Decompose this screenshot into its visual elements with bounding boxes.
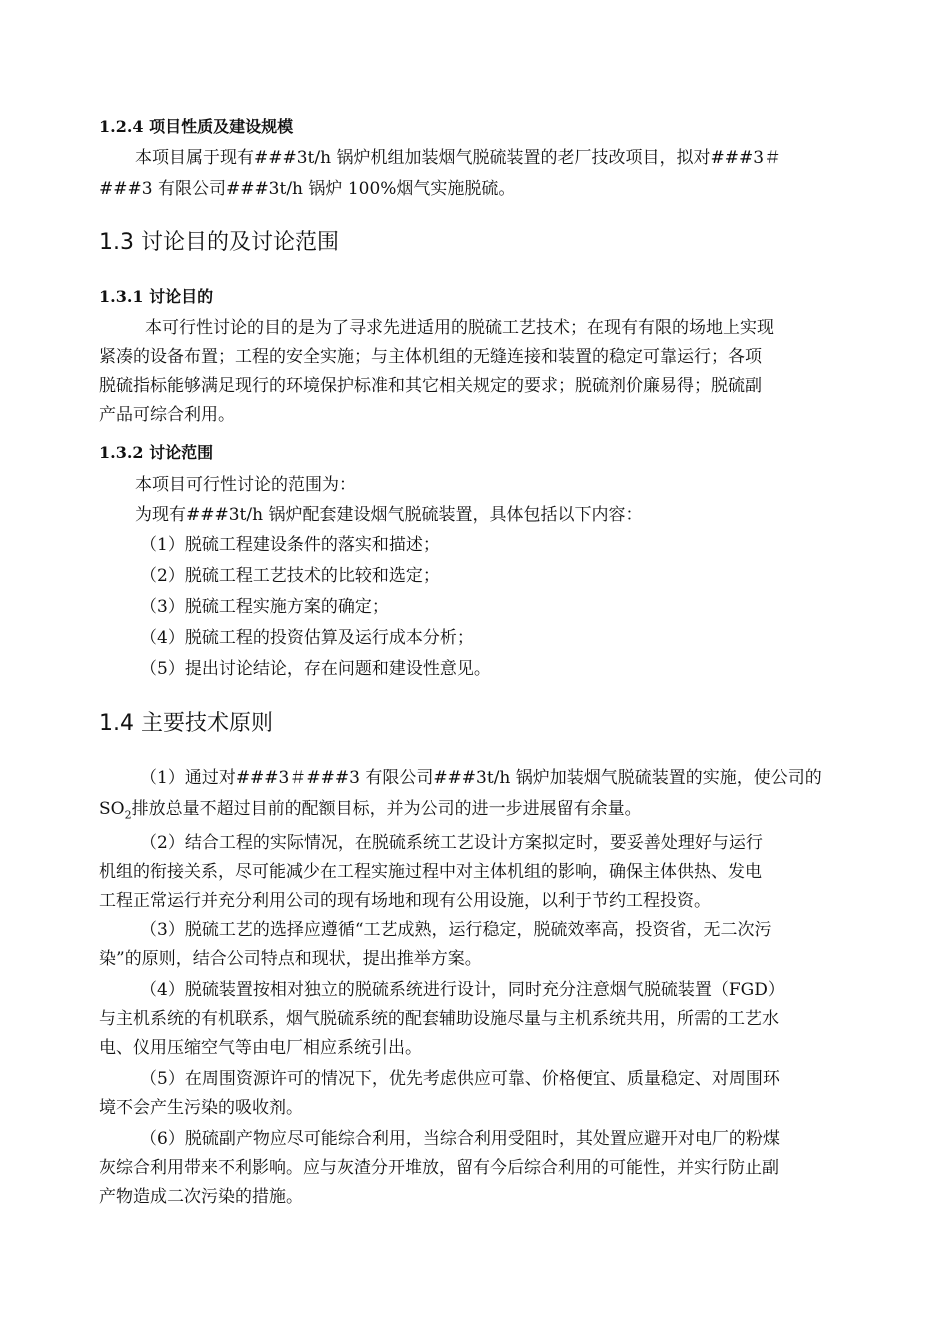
paragraph-line: 脱硫指标能够满足现行的环境保护标准和其它相关规定的要求；脱硫剂价廉易得；脱硫副 <box>99 376 762 396</box>
paragraph-line: 灰综合利用带来不利影响。应与灰渣分开堆放，留有今后综合利用的可能性，并实行防止副 <box>99 1158 779 1178</box>
paragraph-line: （3）脱硫工艺的选择应遵循“工艺成熟，运行稳定，脱硫效率高，投资省，无二次污 <box>140 920 772 940</box>
paragraph-line: 本项目属于现有###3t/h 锅炉机组加装烟气脱硫装置的老厂技改项目，拟对###3＃ <box>135 148 782 168</box>
paragraph-line: $SO_2$排放总量不超过目前的配额目标，并为公司的进一步进展留有余量。 <box>99 799 642 822</box>
so2-symbol: $SO_2$ <box>99 799 132 822</box>
list-item: （5）提出讨论结论，存在问题和建设性意见。 <box>140 659 491 679</box>
paragraph-line: 本可行性讨论的目的是为了寻求先进适用的脱硫工艺技术；在现有有限的场地上实现 <box>145 318 774 338</box>
section-heading-1-3-2: 1.3.2 讨论范围 <box>99 443 214 462</box>
section-heading-1-2-4: 1.2.4 项目性质及建设规模 <box>99 117 294 136</box>
paragraph-line: 电、仪用压缩空气等由电厂相应系统引出。 <box>99 1038 422 1058</box>
paragraph-line: 与主机系统的有机联系，烟气脱硫系统的配套辅助设施尽量与主机系统共用，所需的工艺水 <box>99 1009 779 1029</box>
list-item: （2）脱硫工程工艺技术的比较和选定； <box>140 566 440 586</box>
paragraph-line: 境不会产生污染的吸收剂。 <box>99 1098 303 1118</box>
paragraph-line: （1）通过对###3＃###3 有限公司###3t/h 锅炉加装烟气脱硫装置的实施，使公司的 <box>140 768 822 788</box>
paragraph-line: （6）脱硫副产物应尽可能综合利用，当综合利用受阻时，其处置应避开对电厂的粉煤 <box>140 1129 780 1149</box>
paragraph-line: 紧凑的设备布置；工程的安全实施；与主体机组的无缝连接和装置的稳定可靠运行；各项 <box>99 347 762 367</box>
list-item: （4）脱硫工程的投资估算及运行成本分析； <box>140 628 474 648</box>
paragraph-line: （2）结合工程的实际情况，在脱硫系统工艺设计方案拟定时，要妥善处理好与运行 <box>140 833 763 853</box>
paragraph-line: 为现有###3t/h 锅炉配套建设烟气脱硫装置，具体包括以下内容： <box>135 505 643 525</box>
paragraph-line: 染”的原则，结合公司特点和现状，提出推举方案。 <box>99 949 482 969</box>
section-heading-1-4: 1.4 主要技术原则 <box>99 711 273 736</box>
list-item: （3）脱硫工程实施方案的确定； <box>140 597 389 617</box>
paragraph-line: 产品可综合利用。 <box>99 405 235 425</box>
paragraph-line: 工程正常运行并充分利用公司的现有场地和现有公用设施，以利于节约工程投资。 <box>99 891 711 911</box>
paragraph-line: （5）在周围资源许可的情况下，优先考虑供应可靠、价格便宜、质量稳定、对周围环 <box>140 1069 780 1089</box>
paragraph-line: 本项目可行性讨论的范围为： <box>135 475 356 495</box>
section-heading-1-3: 1.3 讨论目的及讨论范围 <box>99 230 339 255</box>
paragraph-line: 机组的衔接关系，尽可能减少在工程实施过程中对主体机组的影响，确保主体供热、发电 <box>99 862 762 882</box>
paragraph-line: 产物造成二次污染的措施。 <box>99 1187 303 1207</box>
list-item: （1）脱硫工程建设条件的落实和描述； <box>140 535 440 555</box>
paragraph-line: ###3 有限公司###3t/h 锅炉 100%烟气实施脱硫。 <box>99 179 516 199</box>
paragraph-line: （4）脱硫装置按相对独立的脱硫系统进行设计，同时充分注意烟气脱硫装置（FGD） <box>140 980 785 1000</box>
section-heading-1-3-1: 1.3.1 讨论目的 <box>99 287 214 306</box>
